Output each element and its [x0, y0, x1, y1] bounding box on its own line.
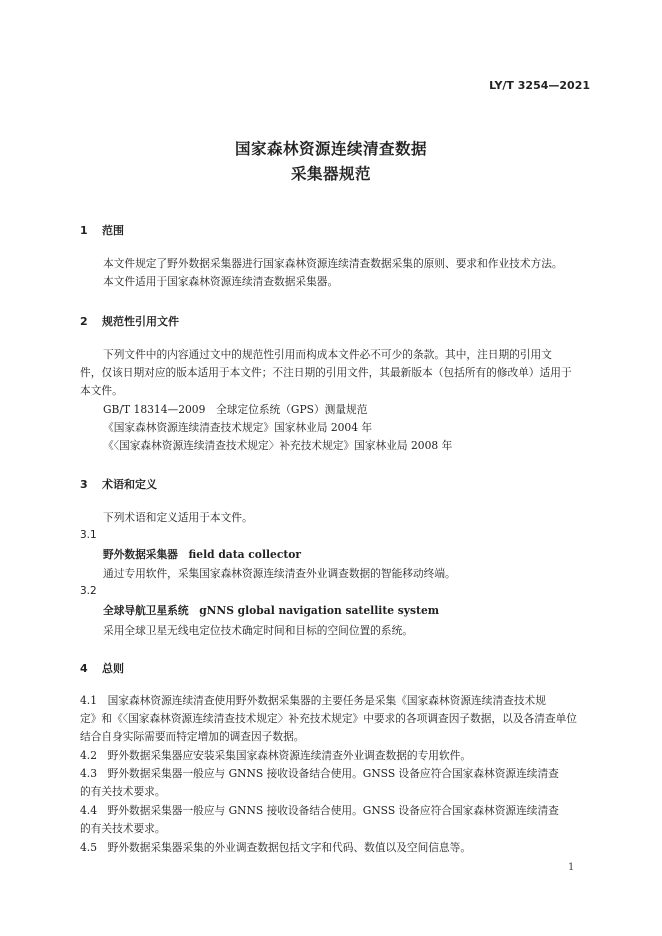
section-2-paragraph-line2: 件，仅该日期对应的版本适用于本文件；不注日期的引用文件，其最新版本（包括所有的修改单）适用于: [80, 366, 572, 379]
section-number: 3: [80, 478, 88, 491]
term-3-2-number: 3.2: [80, 585, 97, 597]
section-2-heading: [80, 313, 179, 329]
clause-4-1-line1: 4.1 国家森林资源连续清查使用野外数据采集器的主要任务是采集《国家森林资源连续清查技术规: [80, 694, 546, 707]
clause-4-5: 4.5 野外数据采集器采集的外业调查数据包括文字和代码、数值以及空间信息等。: [80, 841, 472, 854]
clause-4-3-line1: 4.3 野外数据采集器一般应与 GNNS 接收设备结合使用。GNSS 设备应符合国家森林资源连续清查: [80, 767, 559, 780]
term-3-1-number: 3.1: [80, 529, 97, 541]
section-1-paragraph-2: 本文件适用于国家森林资源连续清查数据采集器。: [103, 275, 339, 288]
clause-4-4-line2: 的有关技术要求。: [80, 822, 166, 835]
section-number: 2: [80, 315, 88, 328]
section-title: 总则: [102, 662, 124, 675]
clause-4-1-line2: 定》和《〈国家森林资源连续清查技术规定〉补充技术规定》中要求的各项调查因子数据，以及各清查单位: [80, 712, 577, 725]
section-title: 术语和定义: [102, 478, 157, 491]
section-4-heading: [80, 660, 124, 676]
section-title: 范围: [102, 224, 124, 237]
section-2-paragraph-line3: 本文件。: [80, 384, 123, 397]
term-3-1-name: 野外数据采集器 field data collector: [103, 548, 302, 561]
standard-code: LY/T 3254—2021: [489, 79, 590, 92]
normative-reference-1: GB/T 18314—2009 全球定位系统（GPS）测量规范: [103, 403, 368, 416]
section-number: 4: [80, 662, 88, 675]
term-3-2-definition: 采用全球卫星无线电定位技术确定时间和目标的空间位置的系统。: [103, 624, 413, 637]
normative-reference-3: 《〈国家森林资源连续清查技术规定〉补充技术规定》国家林业局 2008 年: [103, 439, 453, 452]
term-3-2-name: 全球导航卫星系统 gNNS global navigation satellite system: [103, 604, 440, 617]
section-3-heading: [80, 476, 157, 492]
section-title: 规范性引用文件: [102, 315, 179, 328]
term-3-1-definition: 通过专用软件，采集国家森林资源连续清查外业调查数据的智能移动终端。: [103, 567, 456, 580]
normative-reference-2: 《国家森林资源连续清查技术规定》国家林业局 2004 年: [103, 421, 373, 434]
section-3-intro: 下列术语和定义适用于本文件。: [103, 511, 253, 524]
clause-4-1-line3: 结合自身实际需要而特定增加的调查因子数据。: [80, 730, 305, 743]
page-number: 1: [568, 862, 575, 873]
section-1-paragraph-1: 本文件规定了野外数据采集器进行国家森林资源连续清查数据采集的原则、要求和作业技术方法。: [103, 257, 563, 270]
clause-4-2: 4.2 野外数据采集器应安装采集国家森林资源连续清查外业调查数据的专用软件。: [80, 749, 472, 762]
section-2-paragraph-line1: 下列文件中的内容通过文中的规范性引用而构成本文件必不可少的条款。其中，注日期的引用文: [103, 348, 552, 361]
document-title-line1: 国家森林资源连续清查数据: [234, 140, 427, 158]
clause-4-4-line1: 4.4 野外数据采集器一般应与 GNNS 接收设备结合使用。GNSS 设备应符合国家森林资源连续清查: [80, 804, 559, 817]
clause-4-3-line2: 的有关技术要求。: [80, 785, 166, 798]
document-title-line2: 采集器规范: [290, 165, 371, 183]
section-number: 1: [80, 224, 88, 237]
section-1-heading: [80, 222, 124, 238]
